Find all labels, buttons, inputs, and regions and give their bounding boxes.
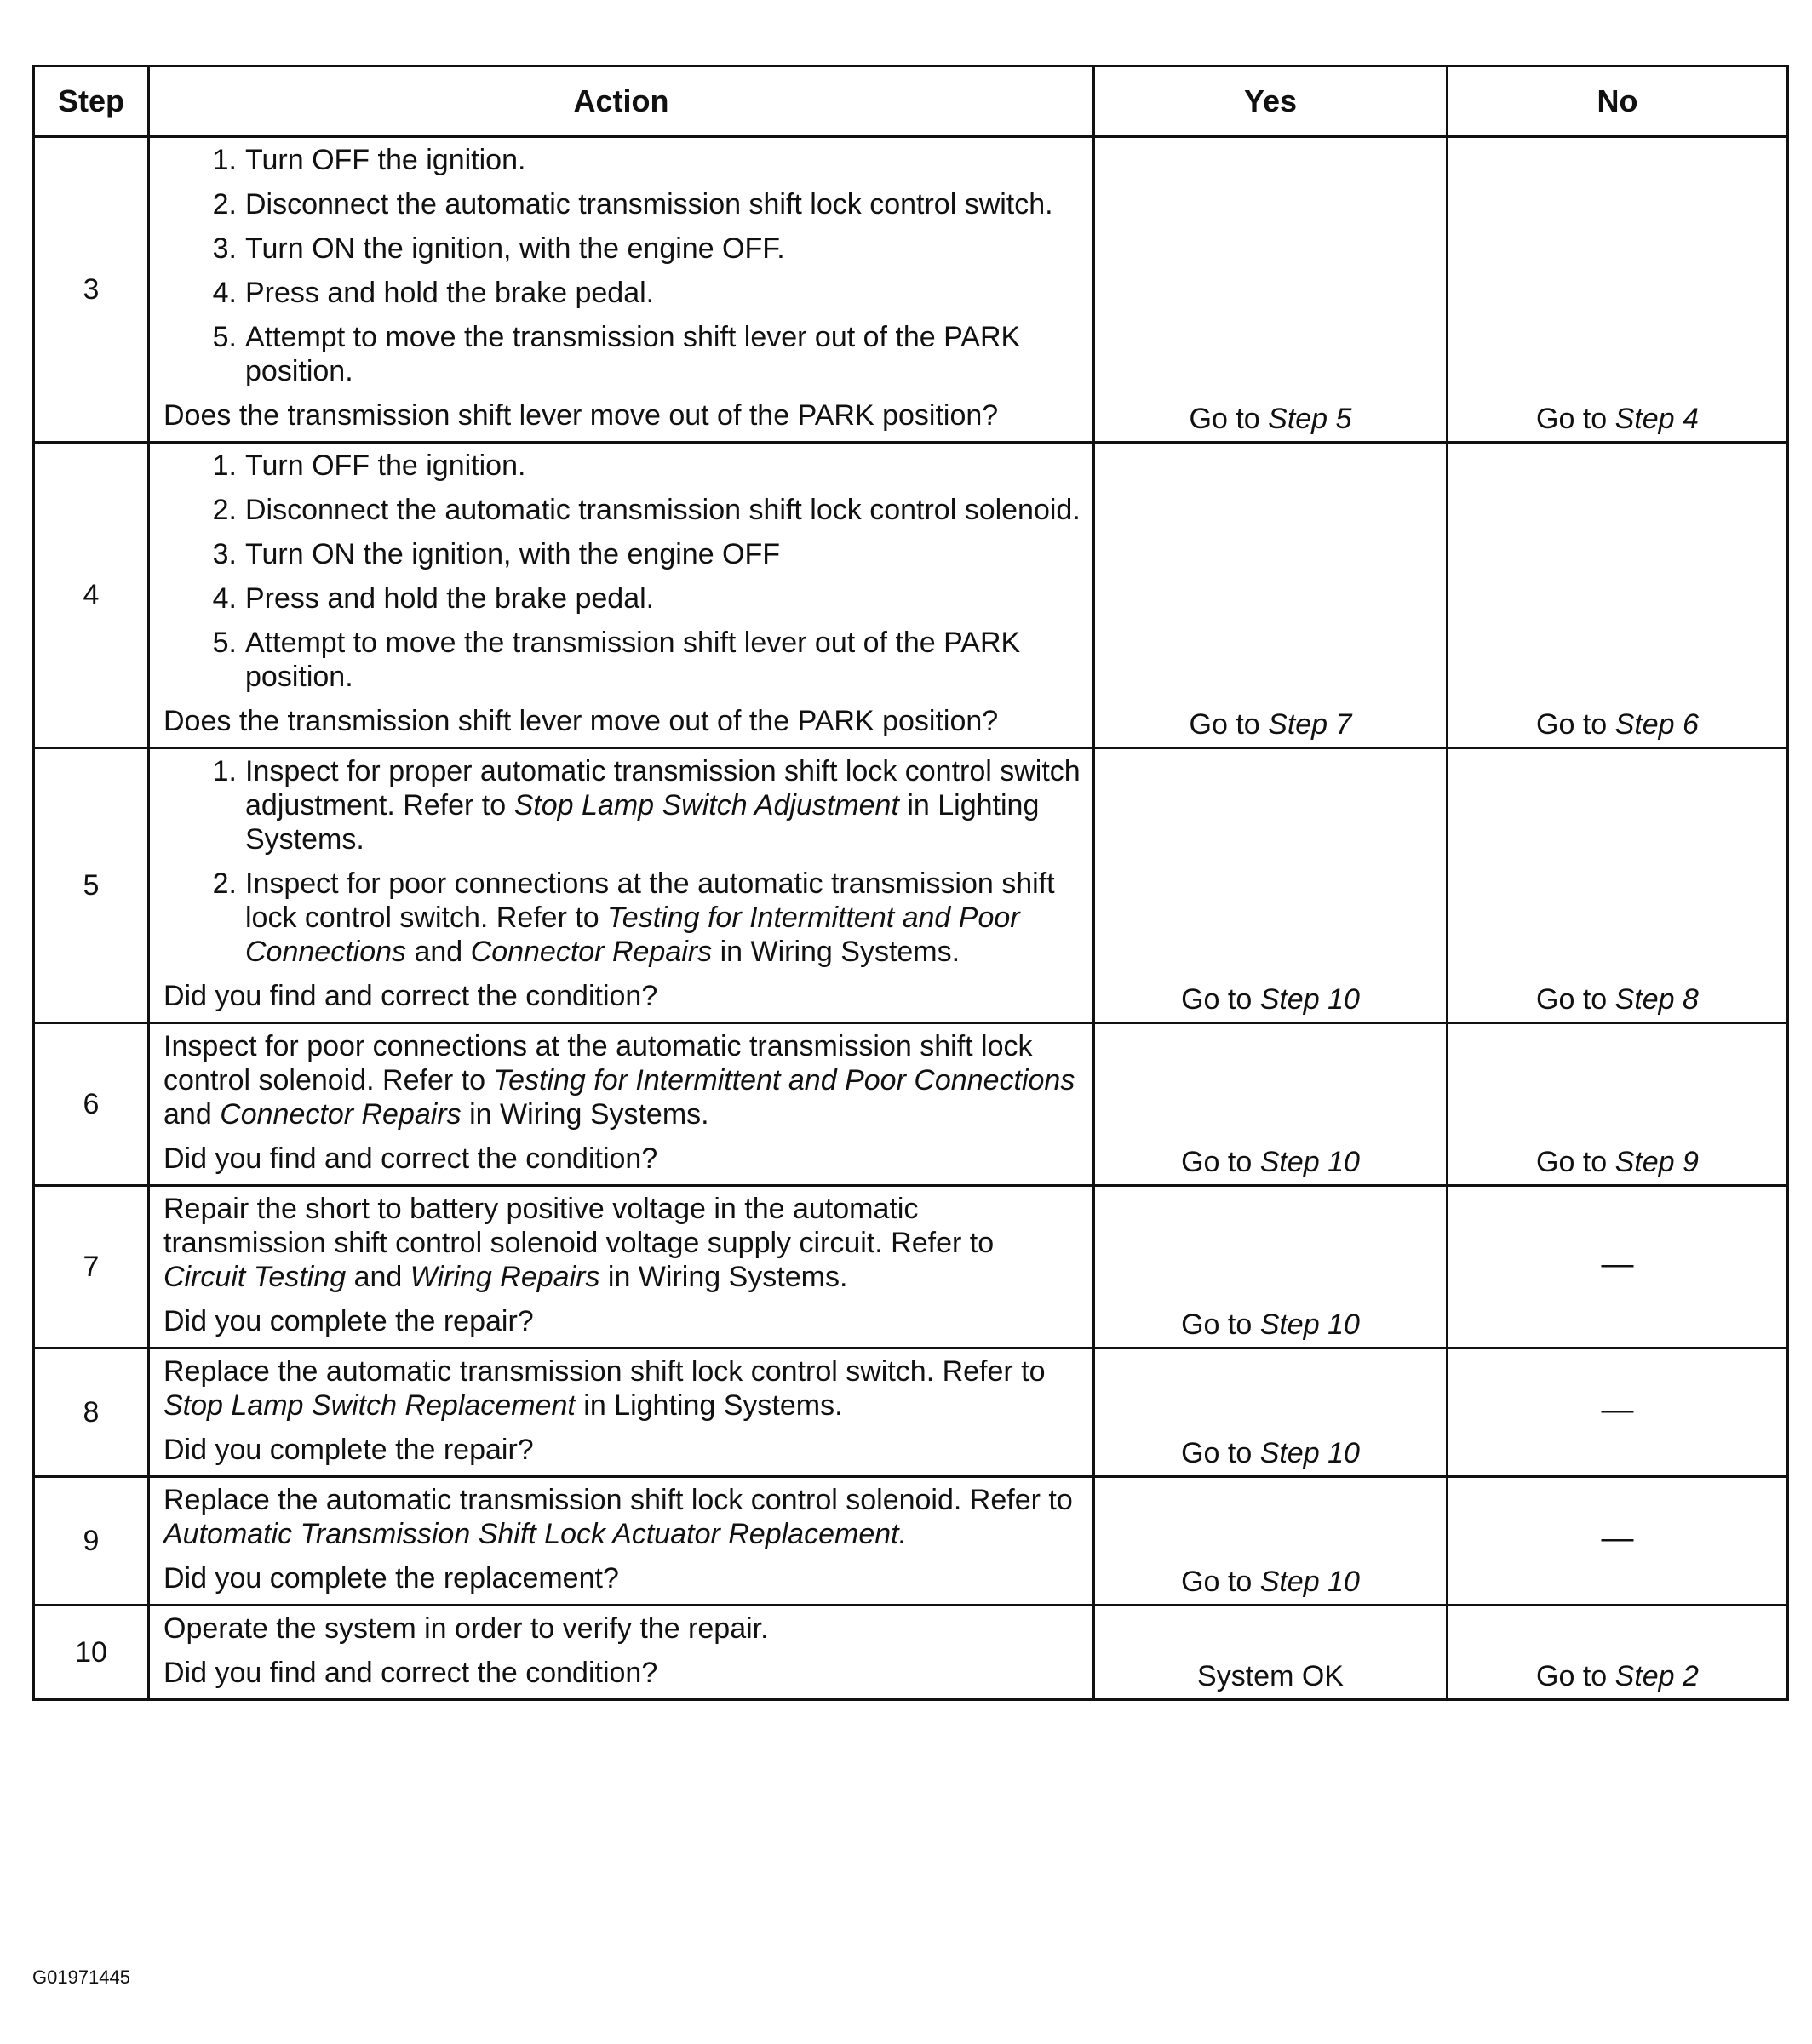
step-number: 5	[34, 748, 149, 1023]
instruction-text: Replace the automatic transmission shift lock control switch. Refer to	[163, 1355, 1046, 1388]
header-step: Step	[34, 66, 149, 137]
action-step-number: 2.	[212, 867, 237, 900]
instruction-reference: Wiring Repairs	[410, 1261, 600, 1293]
action-step-text	[245, 537, 1081, 571]
action-step-text	[245, 143, 1081, 177]
step-number: 8	[34, 1348, 149, 1477]
action-question: Does the transmission shift lever move out of the PARK position?	[163, 399, 999, 432]
action-step-text: Attempt to move the transmission shift lever out of the PARK position.	[245, 627, 1021, 693]
yes-result-text: Go to	[1181, 1308, 1260, 1341]
instruction-reference: Circuit Testing	[163, 1261, 347, 1293]
yes-result-reference: Step 10	[1259, 983, 1360, 1016]
action-step-text: Turn OFF the ignition.	[245, 144, 526, 176]
yes-result-text: Go to	[1189, 403, 1269, 435]
action-step-number: 5.	[212, 321, 237, 353]
action-step-text: Inspect for poor connections at the automatic transmission shift lock control switch. Refer to	[245, 867, 1055, 934]
action-step-text: Turn ON the ignition, with the engine OFF.	[245, 232, 785, 265]
action-steps-list	[163, 449, 1081, 694]
action-instruction	[163, 1483, 1081, 1551]
action-cell	[149, 1186, 1094, 1348]
action-cell	[149, 137, 1094, 443]
no-result-text: Go to	[1536, 708, 1615, 741]
header-no: No	[1448, 66, 1788, 137]
yes-result-text: Go to	[1181, 1437, 1260, 1469]
action-step-number: 4.	[212, 582, 237, 615]
action-step-text: Press and hold the brake pedal.	[245, 277, 655, 309]
action-step-item	[163, 143, 1081, 177]
table-row	[34, 1606, 1788, 1700]
yes-result-reference: Step 7	[1268, 708, 1352, 741]
step-number: 6	[34, 1023, 149, 1186]
action-step-number: 4.	[212, 277, 237, 309]
action-cell	[149, 1023, 1094, 1186]
action-step-text: Press and hold the brake pedal.	[245, 582, 655, 615]
diagnostic-table	[32, 65, 1789, 1701]
no-result	[1448, 443, 1788, 748]
yes-result	[1094, 1348, 1448, 1477]
action-step-text: Turn ON the ignition, with the engine OFF	[245, 538, 781, 570]
table-row	[34, 1477, 1788, 1606]
action-step-text: and	[406, 936, 471, 968]
action-step-text: in Lighting Systems.	[245, 789, 1040, 856]
no-result-text: —	[1601, 1246, 1634, 1282]
no-result-text: —	[1601, 1392, 1634, 1428]
no-result-reference: Step 8	[1614, 983, 1699, 1016]
action-step-text	[245, 276, 1081, 310]
action-question: Did you complete the repair?	[163, 1305, 534, 1337]
header-action: Action	[149, 66, 1094, 137]
table-row	[34, 137, 1788, 443]
action-step-item	[163, 493, 1081, 527]
action-cell	[149, 1348, 1094, 1477]
header-yes: Yes	[1094, 66, 1448, 137]
action-step-item	[163, 867, 1081, 969]
instruction-text: in Wiring Systems.	[461, 1098, 709, 1131]
action-step-text	[245, 187, 1081, 221]
action-steps-list	[163, 754, 1081, 969]
instruction-text: Repair the short to battery positive voltage in the automatic transmission shift control solenoid voltage supply circuit. Refer to	[163, 1193, 995, 1259]
table-row	[34, 1023, 1788, 1186]
action-step-text	[245, 754, 1081, 856]
action-steps-list	[163, 143, 1081, 388]
action-question: Did you complete the replacement?	[163, 1562, 619, 1595]
header-row	[34, 66, 1788, 137]
yes-result-reference: Step 10	[1259, 1308, 1360, 1341]
action-step-text	[245, 626, 1081, 694]
action-step-text	[245, 449, 1081, 483]
action-step-number: 1.	[212, 755, 237, 787]
no-result-reference: Step 6	[1614, 708, 1699, 741]
no-result	[1448, 1023, 1788, 1186]
action-step-text: Disconnect the automatic transmission shift lock control solenoid.	[245, 494, 1081, 526]
yes-result-text: Go to	[1181, 1146, 1260, 1178]
action-step-reference: Testing for Intermittent and Poor Connections	[245, 902, 1020, 968]
no-result-text: Go to	[1536, 403, 1615, 435]
action-cell	[149, 1477, 1094, 1606]
action-step-text: Turn OFF the ignition.	[245, 449, 526, 482]
action-step-text	[245, 232, 1081, 266]
action-step-item	[163, 187, 1081, 221]
no-result	[1448, 1348, 1788, 1477]
instruction-text: in Lighting Systems.	[575, 1389, 843, 1422]
no-result	[1448, 1606, 1788, 1700]
action-question: Did you complete the repair?	[163, 1434, 534, 1466]
action-step-text	[245, 493, 1081, 527]
table-row	[34, 443, 1788, 748]
action-step-item	[163, 754, 1081, 856]
action-step-item	[163, 320, 1081, 388]
table-row	[34, 1186, 1788, 1348]
action-step-item	[163, 581, 1081, 615]
yes-result	[1094, 1606, 1448, 1700]
no-result	[1448, 1186, 1788, 1348]
action-question: Did you find and correct the condition?	[163, 980, 658, 1012]
step-number: 7	[34, 1186, 149, 1348]
yes-result	[1094, 748, 1448, 1023]
step-number: 10	[34, 1606, 149, 1700]
no-result-text: Go to	[1536, 1660, 1615, 1692]
instruction-text: Inspect for poor connections at the automatic transmission shift lock control solenoid. Refer to	[163, 1030, 1033, 1096]
no-result-text: Go to	[1536, 1146, 1615, 1178]
no-result	[1448, 1477, 1788, 1606]
action-step-text: Inspect for proper automatic transmission shift lock control switch adjustment. Refer to	[245, 755, 1081, 822]
action-question: Did you find and correct the condition?	[163, 1142, 658, 1175]
action-step-number: 1.	[212, 449, 237, 482]
yes-result-text: Go to	[1189, 708, 1269, 741]
no-result-text: —	[1601, 1520, 1634, 1556]
action-step-number: 2.	[212, 188, 237, 220]
action-step-number: 5.	[212, 627, 237, 659]
step-number: 3	[34, 137, 149, 443]
yes-result	[1094, 1023, 1448, 1186]
action-cell	[149, 443, 1094, 748]
yes-result-text: System OK	[1197, 1660, 1344, 1692]
action-step-number: 3.	[212, 232, 237, 265]
action-step-number: 2.	[212, 494, 237, 526]
action-step-number: 3.	[212, 538, 237, 570]
action-step-text: in Wiring Systems.	[712, 936, 960, 968]
table-row	[34, 1348, 1788, 1477]
action-cell	[149, 748, 1094, 1023]
yes-result-reference: Step 5	[1268, 403, 1352, 435]
action-cell	[149, 1606, 1094, 1700]
action-step-item	[163, 537, 1081, 571]
yes-result-reference: Step 10	[1259, 1437, 1360, 1469]
action-step-text	[245, 320, 1081, 388]
yes-result-text: Go to	[1181, 1566, 1260, 1598]
figure-id: G01971445	[32, 1967, 130, 1988]
instruction-reference: Automatic Transmission Shift Lock Actuator Replacement.	[163, 1518, 908, 1550]
instruction-text: Operate the system in order to verify the repair.	[163, 1612, 769, 1645]
action-instruction	[163, 1612, 1081, 1646]
no-result-text: Go to	[1536, 983, 1615, 1016]
instruction-text: and	[346, 1261, 410, 1293]
yes-result-reference: Step 10	[1259, 1146, 1360, 1178]
action-step-item	[163, 626, 1081, 694]
yes-result	[1094, 1186, 1448, 1348]
action-instruction	[163, 1192, 1081, 1294]
action-step-text	[245, 581, 1081, 615]
action-question: Did you find and correct the condition?	[163, 1657, 658, 1689]
instruction-reference: Connector Repairs	[220, 1098, 462, 1131]
instruction-reference: Testing for Intermittent and Poor Connections	[493, 1064, 1075, 1096]
action-step-text	[245, 867, 1081, 969]
action-instruction	[163, 1029, 1081, 1131]
action-step-number: 1.	[212, 144, 237, 176]
table-row	[34, 748, 1788, 1023]
yes-result-reference: Step 10	[1259, 1566, 1360, 1598]
action-step-reference: Connector Repairs	[470, 936, 713, 968]
step-number: 9	[34, 1477, 149, 1606]
no-result-reference: Step 9	[1614, 1146, 1699, 1178]
instruction-text: Replace the automatic transmission shift lock control solenoid. Refer to	[163, 1484, 1073, 1516]
instruction-text: and	[163, 1098, 221, 1131]
action-question: Does the transmission shift lever move out of the PARK position?	[163, 705, 999, 737]
action-step-item	[163, 449, 1081, 483]
yes-result	[1094, 1477, 1448, 1606]
action-step-item	[163, 232, 1081, 266]
action-step-item	[163, 276, 1081, 310]
yes-result-text: Go to	[1181, 983, 1260, 1016]
instruction-reference: Stop Lamp Switch Replacement	[163, 1389, 576, 1422]
no-result-reference: Step 2	[1614, 1660, 1699, 1692]
action-step-text: Attempt to move the transmission shift lever out of the PARK position.	[245, 321, 1021, 387]
table-body	[34, 137, 1788, 1700]
action-instruction	[163, 1354, 1081, 1423]
yes-result	[1094, 137, 1448, 443]
instruction-text: in Wiring Systems.	[599, 1261, 848, 1293]
no-result-reference: Step 4	[1614, 403, 1699, 435]
step-number: 4	[34, 443, 149, 748]
action-step-text: Disconnect the automatic transmission shift lock control switch.	[245, 188, 1053, 220]
yes-result	[1094, 443, 1448, 748]
action-step-reference: Stop Lamp Switch Adjustment	[513, 789, 899, 822]
no-result	[1448, 748, 1788, 1023]
no-result	[1448, 137, 1788, 443]
